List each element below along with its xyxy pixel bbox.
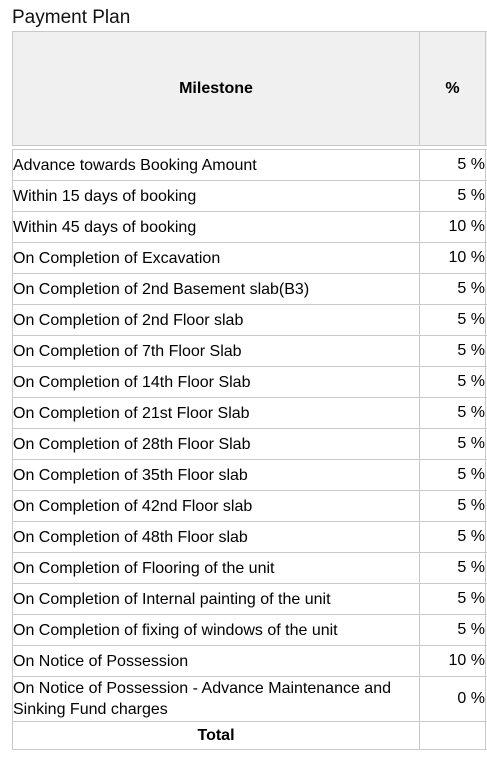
total-row	[13, 722, 487, 750]
milestone-cell: On Completion of Flooring of the unit	[13, 553, 420, 584]
table-row	[13, 150, 487, 181]
milestone-cell: On Completion of 2nd Floor slab	[13, 305, 420, 336]
table-row	[13, 367, 487, 398]
milestone-cell: On Completion of Excavation	[13, 243, 420, 274]
table-row	[13, 243, 487, 274]
table-row	[13, 336, 487, 367]
percent-cell: 5 %	[420, 553, 486, 584]
percent-cell: 5 %	[420, 429, 486, 460]
milestone-cell: On Completion of 7th Floor Slab	[13, 336, 420, 367]
milestone-cell: On Completion of 28th Floor Slab	[13, 429, 420, 460]
table-row	[13, 553, 487, 584]
milestone-cell: On Notice of Possession - Advance Maintenance and Sinking Fund charges	[13, 677, 420, 722]
table-row	[13, 398, 487, 429]
percent-cell: 5 %	[420, 150, 486, 181]
milestone-cell: On Completion of 14th Floor Slab	[13, 367, 420, 398]
page-title: Payment Plan	[12, 7, 131, 28]
percent-cell: 5 %	[420, 367, 486, 398]
percent-cell: 5 %	[420, 305, 486, 336]
table-row	[13, 181, 487, 212]
percent-cell: 0 %	[420, 677, 486, 722]
table-row	[13, 460, 487, 491]
milestone-cell: Within 45 days of booking	[13, 212, 420, 243]
percent-cell: 5 %	[420, 522, 486, 553]
table-row	[13, 615, 487, 646]
table-row	[13, 522, 487, 553]
percent-cell: 5 %	[420, 615, 486, 646]
total-percent-cell	[420, 722, 486, 750]
percent-cell: 5 %	[420, 398, 486, 429]
table-row	[13, 274, 487, 305]
milestone-cell: On Completion of 42nd Floor slab	[13, 491, 420, 522]
milestone-cell: On Completion of fixing of windows of the unit	[13, 615, 420, 646]
percent-cell: 10 %	[420, 243, 486, 274]
table-row	[13, 584, 487, 615]
percent-cell: 5 %	[420, 181, 486, 212]
percent-cell: 5 %	[420, 584, 486, 615]
table-row	[13, 646, 487, 677]
column-header-milestone: Milestone	[13, 32, 420, 146]
percent-cell: 5 %	[420, 491, 486, 522]
milestone-cell: On Completion of 35th Floor slab	[13, 460, 420, 491]
table-row	[13, 491, 487, 522]
table-row	[13, 429, 487, 460]
percent-cell: 10 %	[420, 646, 486, 677]
table-header-row	[13, 32, 487, 146]
table-row	[13, 677, 487, 722]
total-label: Total	[13, 722, 420, 750]
payment-plan-table	[12, 31, 487, 750]
milestone-cell: On Completion of 21st Floor Slab	[13, 398, 420, 429]
milestone-cell: On Notice of Possession	[13, 646, 420, 677]
percent-cell: 10 %	[420, 212, 486, 243]
percent-cell: 5 %	[420, 274, 486, 305]
milestone-cell: Within 15 days of booking	[13, 181, 420, 212]
column-header-percent: %	[420, 32, 486, 146]
percent-cell: 5 %	[420, 460, 486, 491]
milestone-cell: On Completion of 2nd Basement slab(B3)	[13, 274, 420, 305]
milestone-cell: Advance towards Booking Amount	[13, 150, 420, 181]
table-body	[13, 150, 487, 722]
milestone-cell: On Completion of 48th Floor slab	[13, 522, 420, 553]
table-row	[13, 305, 487, 336]
table-row	[13, 212, 487, 243]
percent-cell: 5 %	[420, 336, 486, 367]
milestone-cell: On Completion of Internal painting of the unit	[13, 584, 420, 615]
